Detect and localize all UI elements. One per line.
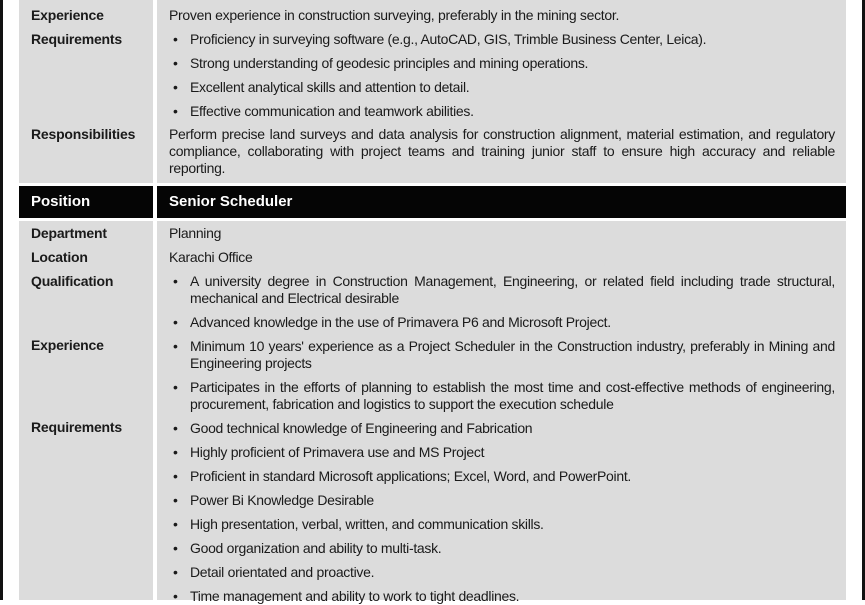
list-item: • Participates in the efforts of planning to establish the most time and cost-effective methods of engineering, procurement, fabrication and logistics to support the execution schedule [173,379,835,412]
list-item: • Advanced knowledge in the use of Primavera P6 and Microsoft Project. [173,314,611,330]
experience-label: Experience [31,7,104,23]
list-item: • High presentation, verbal, written, and communication skills. [173,516,544,532]
scheduler-details [19,221,846,604]
list-item: • Good organization and ability to multi-task. [173,540,442,556]
experience-label: Experience [31,337,104,353]
list-item: • Strong understanding of geodesic principles and mining operations. [173,55,589,71]
responsibilities-text: Perform precise land surveys and data analysis for construction alignment, material estimation, and regulatory compliance, collaborating with project teams and training junior staff to ensure high accuracy and reliable reporting. [169,126,835,176]
list-item: • Good technical knowledge of Engineering and Fabrication [173,420,533,436]
location-label: Location [31,249,88,265]
list-item: • Proficient in standard Microsoft applications; Excel, Word, and PowerPoint. [173,468,632,484]
surveyor-details [19,0,846,183]
responsibilities-label: Responsibilities [31,126,136,142]
list-item: • Excellent analytical skills and attention to detail. [173,79,470,95]
qualification-label: Qualification [31,273,114,289]
position-title: Senior Scheduler [157,186,846,218]
list-item: • Detail orientated and proactive. [173,564,375,580]
list-item: • Power Bi Knowledge Desirable [173,492,374,508]
list-item: • A university degree in Construction Management, Engineering, or related field including trade structural, mechanical and Electrical desirable [173,273,835,306]
list-item: • Proficiency in surveying software (e.g., AutoCAD, GIS, Trimble Business Center, Leica). [173,31,707,47]
department-value: Planning [169,225,222,241]
requirements-label: Requirements [31,31,122,47]
list-item: • Highly proficient of Primavera use and MS Project [173,444,485,460]
list-item: • Minimum 10 years' experience as a Project Scheduler in the Construction industry, preferably in Mining and Engineering projects [173,338,835,371]
position-header [19,186,846,218]
experience-text: Proven experience in construction surveying, preferably in the mining sector. [169,7,620,23]
location-value: Karachi Office [169,249,253,265]
position-label: Position [19,186,153,218]
requirements-label: Requirements [31,419,122,435]
department-label: Department [31,225,107,241]
list-item: • Effective communication and teamwork abilities. [173,103,474,119]
list-item: • Time management and ability to work to tight deadlines. [173,588,520,604]
